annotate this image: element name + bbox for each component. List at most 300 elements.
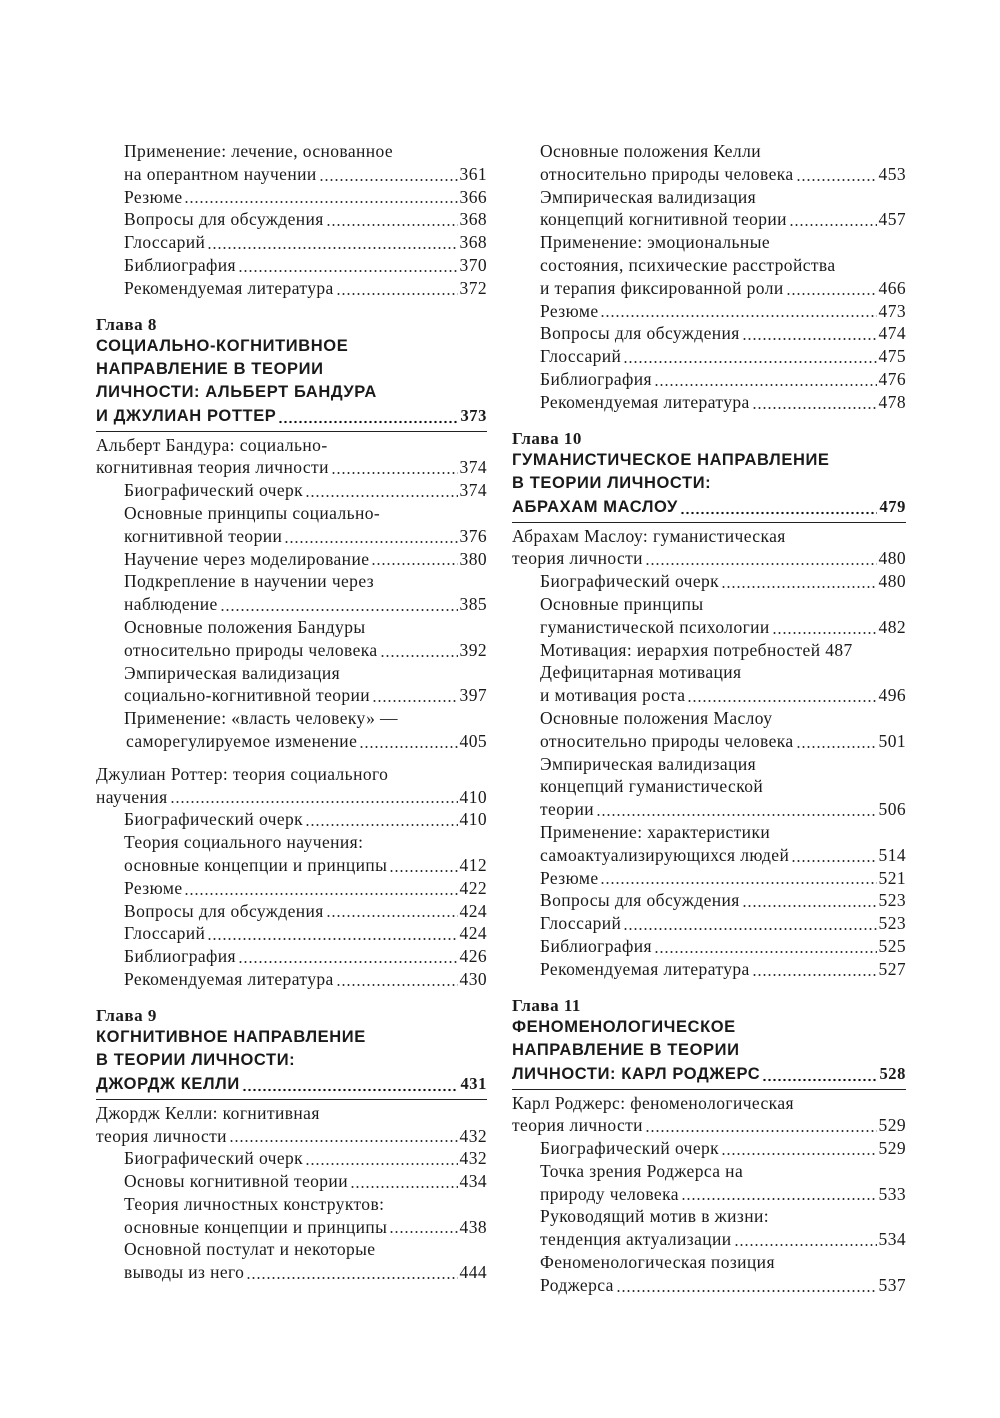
- dot-leader: [380, 654, 458, 660]
- toc-page-number: 453: [878, 163, 906, 184]
- chapter-title-text: ФЕНОМЕНОЛОГИЧЕСКОЕ: [512, 1017, 736, 1036]
- toc-entry-title: Резюме: [124, 186, 183, 207]
- toc-entry-title: Альберт Бандура: социально-: [96, 434, 328, 455]
- toc-entry: [512, 661, 906, 684]
- toc-entry: [96, 186, 487, 209]
- dot-leader: [170, 800, 458, 806]
- chapter-block: [96, 314, 487, 432]
- dot-leader: [326, 914, 458, 920]
- dot-leader: [645, 562, 877, 568]
- chapter-title-text: СОЦИАЛЬНО-КОГНИТИВНОЕ: [96, 336, 349, 355]
- chapter-title: [96, 335, 487, 428]
- toc-page-number: 376: [459, 525, 487, 546]
- toc-entry: [96, 968, 487, 991]
- dot-leader: [246, 1276, 457, 1282]
- chapter-title-line: [96, 1072, 487, 1096]
- toc-entry: [512, 958, 906, 981]
- toc-page-number: 410: [459, 786, 487, 807]
- toc-entry-title: Основной постулат и некоторые: [124, 1239, 376, 1260]
- chapter-title-line: [96, 358, 487, 381]
- toc-entry-title: на оперантном научении: [124, 163, 317, 184]
- chapter-title-line: [512, 1062, 906, 1086]
- toc-page-number: 533: [878, 1183, 906, 1204]
- chapter-title-text: НАПРАВЛЕНИЕ В ТЕОРИИ: [512, 1040, 740, 1059]
- toc-page-number: 370: [459, 254, 487, 275]
- toc-entry: [512, 1251, 906, 1274]
- chapter-rule: [512, 522, 906, 523]
- toc-page-number: 397: [459, 685, 487, 706]
- toc-page-number: 537: [878, 1274, 906, 1295]
- toc-entry-title: Руководящий мотив в жизни:: [540, 1206, 770, 1227]
- toc-page-number: 496: [878, 685, 906, 706]
- toc-entry: [512, 1160, 906, 1183]
- toc-entry-title: Основы когнитивной теории: [124, 1171, 348, 1192]
- chapter-title-text: КОГНИТИВНОЕ НАПРАВЛЕНИЕ: [96, 1027, 366, 1046]
- chapter-title-line: [96, 1026, 487, 1049]
- toc-entry-title: Применение: характеристики: [540, 821, 771, 842]
- toc-entry-title: Феноменологическая позиция: [540, 1252, 775, 1273]
- toc-entry-title: Эмпирическая валидизация: [124, 662, 341, 683]
- toc-entry: [512, 525, 906, 548]
- toc-page-number: 392: [459, 639, 487, 660]
- toc-entry: [96, 479, 487, 502]
- toc-page-number: 361: [459, 163, 487, 184]
- toc-entry-title: состояния, психические расстройства: [540, 254, 836, 275]
- dot-leader: [371, 562, 457, 568]
- dot-leader: [645, 1129, 877, 1135]
- chapter-title-line: [96, 335, 487, 358]
- toc-page-number: 368: [459, 232, 487, 253]
- toc-page-number: 525: [878, 935, 906, 956]
- toc-entry-title: Биографический очерк: [540, 571, 720, 592]
- toc-entry-title: относительно природы человека: [540, 730, 794, 751]
- dot-leader: [207, 937, 457, 943]
- toc-page-number: 501: [878, 730, 906, 751]
- toc-entry-title: Теория социального научения:: [124, 832, 364, 853]
- toc-entry-title: саморегулируемое изменение: [126, 730, 358, 751]
- toc-entry: [96, 140, 487, 163]
- toc-entry: [96, 1216, 487, 1239]
- dot-leader: [772, 631, 877, 637]
- chapter-title: [96, 1026, 487, 1096]
- toc-entry: [96, 786, 487, 809]
- toc-entry-title: Подкрепление в научении через: [124, 571, 375, 592]
- dot-leader: [681, 1197, 877, 1203]
- toc-page-number: 432: [459, 1148, 487, 1169]
- dot-leader: [305, 494, 457, 500]
- dot-leader: [220, 608, 458, 614]
- toc-entry-title: Резюме: [540, 300, 599, 321]
- chapter-page-number: 528: [879, 1063, 906, 1083]
- toc-entry: [512, 277, 906, 300]
- toc-page-number: 478: [878, 391, 906, 412]
- toc-entry-title: Применение: эмоциональные: [540, 232, 771, 253]
- toc-page-number: 385: [459, 594, 487, 615]
- toc-entry-title: Вопросы для обсуждения: [540, 323, 740, 344]
- toc-entry-title: Биографический очерк: [124, 1148, 304, 1169]
- toc-entry-title: Библиография: [540, 368, 652, 389]
- toc-entry: [96, 854, 487, 877]
- toc-entry: [96, 231, 487, 254]
- toc-entry: [96, 662, 487, 685]
- toc-page-number: 410: [459, 809, 487, 830]
- chapter-title: [512, 449, 906, 519]
- dot-leader: [359, 745, 457, 751]
- toc-entry-title: основные концепции и принципы: [124, 854, 388, 875]
- toc-entry-title: Основные положения Маслоу: [540, 707, 773, 728]
- toc-entry-title: Рекомендуемая литература: [540, 958, 750, 979]
- chapter-title-line: [96, 404, 487, 428]
- toc-entry: [96, 1102, 487, 1125]
- dot-leader: [752, 973, 877, 979]
- toc-entry-title: теории: [540, 799, 595, 820]
- toc-page-number: 482: [878, 616, 906, 637]
- dot-leader: [721, 1152, 876, 1158]
- toc-entry-title: Биографический очерк: [124, 480, 304, 501]
- toc-entry-title: Применение: «власть человеку» —: [124, 708, 398, 729]
- dot-leader: [623, 360, 876, 366]
- toc-entry: [512, 1205, 906, 1228]
- toc-entry-title: Научение через моделирование: [124, 548, 370, 569]
- toc-entry-title: основные концепции и принципы: [124, 1216, 388, 1237]
- chapter-title-text: ЛИЧНОСТИ: КАРЛ РОДЖЕРС: [512, 1064, 761, 1083]
- chapter-title-text: НАПРАВЛЕНИЕ В ТЕОРИИ: [96, 359, 324, 378]
- toc-entry: [512, 547, 906, 570]
- toc-entry-title: Глоссарий: [540, 346, 622, 367]
- toc-entry-title: Точка зрения Роджерса на: [540, 1160, 744, 1181]
- toc-entry: [512, 844, 906, 867]
- toc-entry: [96, 1170, 487, 1193]
- toc-entry: [96, 434, 487, 457]
- chapter-title-line: [96, 381, 487, 404]
- dot-leader: [752, 406, 877, 412]
- toc-entry-title: природу человека: [540, 1183, 679, 1204]
- toc-entry-title: Основные принципы: [540, 593, 704, 614]
- chapter-title-text: В ТЕОРИИ ЛИЧНОСТИ:: [96, 1050, 296, 1069]
- toc-entry-title: Мотивация: иерархия потребностей 487: [540, 639, 853, 660]
- dot-leader: [389, 869, 457, 875]
- chapter-page-number: 431: [460, 1073, 487, 1093]
- chapter-block: [512, 428, 906, 523]
- dot-leader: [789, 223, 877, 229]
- toc-entry-title: Джулиан Роттер: теория социального: [96, 763, 389, 784]
- chapter-page-number: 373: [460, 405, 487, 425]
- toc-entry: [96, 922, 487, 945]
- toc-entry-title: Биографический очерк: [124, 809, 304, 830]
- toc-entry: [96, 639, 487, 662]
- dot-leader: [336, 983, 458, 989]
- dot-leader: [680, 511, 878, 517]
- toc-left-column: [96, 140, 487, 1284]
- toc-entry: [512, 730, 906, 753]
- toc-entry-title: Теория личностных конструктов:: [124, 1193, 385, 1214]
- dot-leader: [742, 904, 877, 910]
- toc-page-number: 529: [878, 1138, 906, 1159]
- chapter-title-text: АБРАХАМ МАСЛОУ: [512, 497, 678, 516]
- toc-entry: [512, 1228, 906, 1251]
- dot-leader: [372, 699, 457, 705]
- toc-page-number: 380: [459, 548, 487, 569]
- dot-leader: [336, 292, 458, 298]
- toc-page-number: 506: [878, 799, 906, 820]
- toc-entry-title: Рекомендуемая литература: [124, 277, 334, 298]
- chapter-title-text: ГУМАНИСТИЧЕСКОЕ НАПРАВЛЕНИЕ: [512, 450, 830, 469]
- toc-entry: [512, 1274, 906, 1297]
- toc-entry: [512, 912, 906, 935]
- toc-page-number: 424: [459, 923, 487, 944]
- toc-entry: [96, 616, 487, 639]
- dot-leader: [623, 927, 876, 933]
- chapter-title-line: [512, 1016, 906, 1039]
- chapter-title-text: В ТЕОРИИ ЛИЧНОСТИ:: [512, 473, 712, 492]
- toc-entry-title: концепций когнитивной теории: [540, 209, 787, 230]
- toc-entry-title: гуманистической психологии: [540, 616, 770, 637]
- dot-leader: [687, 699, 876, 705]
- toc-entry: [96, 163, 487, 186]
- toc-entry: [96, 831, 487, 854]
- dot-leader: [654, 383, 877, 389]
- chapter-title-line: [512, 472, 906, 495]
- toc-entry-title: Основные принципы социально-: [124, 502, 381, 523]
- chapter-title-text: ДЖОРДЖ КЕЛЛИ: [96, 1074, 240, 1093]
- toc-entry-title: тенденция актуализации: [540, 1229, 732, 1250]
- toc-page-number: 474: [878, 323, 906, 344]
- toc-entry: [96, 1125, 487, 1148]
- chapter-title-text: ЛИЧНОСТИ: АЛЬБЕРТ БАНДУРА: [96, 382, 377, 401]
- toc-page-number: 480: [878, 548, 906, 569]
- toc-page-number: 438: [459, 1216, 487, 1237]
- dot-leader: [389, 1230, 457, 1236]
- toc-entry-title: Абрахам Маслоу: гуманистическая: [512, 525, 786, 546]
- toc-entry-title: Применение: лечение, основанное: [124, 141, 394, 161]
- toc-entry: [96, 763, 487, 786]
- dot-leader: [278, 420, 458, 426]
- toc-entry: [512, 140, 906, 163]
- toc-entry-title: Эмпирическая валидизация: [540, 186, 757, 207]
- chapter-label: Глава 10: [512, 428, 582, 448]
- toc-entry: [512, 821, 906, 844]
- toc-entry: [96, 945, 487, 968]
- toc-entry: [512, 368, 906, 391]
- toc-entry: [512, 322, 906, 345]
- toc-page-number: 529: [878, 1115, 906, 1136]
- toc-entry: [512, 254, 906, 277]
- toc-entry-title: Резюме: [124, 877, 183, 898]
- dot-leader: [284, 540, 457, 546]
- dot-leader: [207, 246, 457, 252]
- toc-entry-title: и мотивация роста: [540, 685, 686, 706]
- dot-leader: [600, 881, 876, 887]
- toc-entry: [512, 163, 906, 186]
- toc-entry-title: Дефицитарная мотивация: [540, 662, 742, 683]
- toc-page-number: 405: [459, 730, 487, 751]
- toc-entry: [96, 525, 487, 548]
- toc-page-number: 523: [878, 890, 906, 911]
- toc-page-number: 374: [459, 457, 487, 478]
- chapter-rule: [96, 431, 487, 432]
- toc-entry-title: Основные положения Бандуры: [124, 616, 366, 637]
- chapter-page-number: 479: [879, 496, 906, 516]
- toc-entry-title: научения: [96, 786, 168, 807]
- toc-entry-title: Рекомендуемая литература: [124, 968, 334, 989]
- toc-entry: [512, 300, 906, 323]
- chapter-title-text: И ДЖУЛИАН РОТТЕР: [96, 406, 277, 425]
- toc-entry-title: теория личности: [512, 1115, 643, 1136]
- toc-page-number: 473: [878, 300, 906, 321]
- toc-page-number: 368: [459, 209, 487, 230]
- toc-entry: [96, 730, 487, 753]
- toc-entry-title: теория личности: [96, 1125, 227, 1146]
- dot-leader: [616, 1289, 877, 1295]
- toc-entry: [96, 808, 487, 831]
- toc-entry-title: Вопросы для обсуждения: [124, 900, 324, 921]
- section-gap: [96, 753, 487, 763]
- toc-entry: [512, 345, 906, 368]
- toc-entry-title: Глоссарий: [124, 232, 206, 253]
- toc-entry: [96, 900, 487, 923]
- dot-leader: [796, 745, 877, 751]
- dot-leader: [654, 950, 877, 956]
- chapter-title-line: [512, 1039, 906, 1062]
- toc-entry: [512, 775, 906, 798]
- dot-leader: [326, 223, 458, 229]
- dot-leader: [742, 337, 877, 343]
- toc-entry: [96, 684, 487, 707]
- toc-right-column: [512, 140, 906, 1297]
- dot-leader: [331, 471, 458, 477]
- toc-entry-title: Основные положения Келли: [540, 141, 761, 161]
- toc-page-number: 534: [878, 1229, 906, 1250]
- toc-entry: [96, 1193, 487, 1216]
- toc-entry-title: Глоссарий: [124, 923, 206, 944]
- toc-entry: [96, 570, 487, 593]
- chapter-title-line: [96, 1049, 487, 1072]
- toc-entry-title: самоактуализирующихся людей: [540, 844, 790, 865]
- toc-entry: [96, 1238, 487, 1261]
- toc-entry-title: Роджерса: [540, 1274, 614, 1295]
- toc-page-number: 466: [878, 277, 906, 298]
- toc-page-number: 514: [878, 844, 906, 865]
- toc-entry: [96, 456, 487, 479]
- toc-entry: [512, 1092, 906, 1115]
- dot-leader: [791, 859, 876, 865]
- toc-entry-title: Эмпирическая валидизация: [540, 753, 757, 774]
- chapter-rule: [512, 1089, 906, 1090]
- toc-page-number: 366: [459, 186, 487, 207]
- toc-page-number: 521: [878, 867, 906, 888]
- toc-entry: [512, 186, 906, 209]
- toc-entry: [512, 1183, 906, 1206]
- dot-leader: [786, 292, 877, 298]
- toc-page-number: 412: [459, 854, 487, 875]
- toc-entry: [96, 208, 487, 231]
- chapter-block: [512, 995, 906, 1090]
- toc-page-number: 422: [459, 877, 487, 898]
- toc-entry-title: концепций гуманистической: [540, 776, 764, 797]
- toc-entry: [512, 935, 906, 958]
- toc-entry-title: Библиография: [540, 935, 652, 956]
- toc-entry-title: когнитивной теории: [124, 525, 283, 546]
- dot-leader: [734, 1243, 877, 1249]
- toc-entry: [96, 548, 487, 571]
- toc-page-number: 457: [878, 209, 906, 230]
- toc-entry-title: Библиография: [124, 254, 236, 275]
- toc-page-number: 434: [459, 1171, 487, 1192]
- toc-entry: [512, 707, 906, 730]
- dot-leader: [184, 892, 457, 898]
- dot-leader: [242, 1088, 459, 1094]
- toc-entry-title: относительно природы человека: [540, 163, 794, 184]
- toc-entry: [512, 231, 906, 254]
- toc-entry: [96, 254, 487, 277]
- chapter-block: [96, 1005, 487, 1100]
- toc-entry: [512, 208, 906, 231]
- toc-page-number: 374: [459, 480, 487, 501]
- dot-leader: [238, 960, 458, 966]
- toc-entry: [96, 707, 487, 730]
- toc-page-number: 523: [878, 913, 906, 934]
- toc-entry: [96, 1261, 487, 1284]
- chapter-title-line: [512, 449, 906, 472]
- toc-page-number: 426: [459, 946, 487, 967]
- toc-entry: [512, 1114, 906, 1137]
- toc-entry-title: Вопросы для обсуждения: [124, 209, 324, 230]
- toc-entry: [512, 798, 906, 821]
- dot-leader: [721, 585, 876, 591]
- toc-entry-title: выводы из него: [124, 1262, 245, 1283]
- chapter-label: Глава 9: [96, 1005, 157, 1025]
- toc-entry: [512, 867, 906, 890]
- toc-page-number: 476: [878, 368, 906, 389]
- toc-entry-title: относительно природы человека: [124, 639, 378, 660]
- dot-leader: [796, 178, 877, 184]
- toc-entry: [512, 391, 906, 414]
- toc-page-number: 424: [459, 900, 487, 921]
- toc-entry-title: наблюдение: [124, 594, 218, 615]
- dot-leader: [319, 178, 458, 184]
- toc-entry-title: когнитивная теория личности: [96, 457, 329, 478]
- toc-entry-title: Библиография: [124, 946, 236, 967]
- dot-leader: [238, 269, 458, 275]
- toc-entry: [96, 502, 487, 525]
- chapter-label: Глава 11: [512, 995, 581, 1015]
- toc-entry: [512, 1137, 906, 1160]
- chapter-label: Глава 8: [96, 314, 157, 334]
- toc-entry-title: теория личности: [512, 548, 643, 569]
- toc-page-number: 475: [878, 346, 906, 367]
- dot-leader: [229, 1139, 458, 1145]
- toc-entry-title: Резюме: [540, 867, 599, 888]
- toc-entry-title: и терапия фиксированной роли: [540, 277, 784, 298]
- toc-page-number: 430: [459, 968, 487, 989]
- toc-entry: [512, 684, 906, 707]
- chapter-title-line: [512, 495, 906, 519]
- toc-page-number: 372: [459, 277, 487, 298]
- toc-entry: [96, 1147, 487, 1170]
- toc-entry-title: Биографический очерк: [540, 1138, 720, 1159]
- dot-leader: [350, 1185, 458, 1191]
- dot-leader: [305, 1162, 457, 1168]
- toc-entry: [512, 639, 906, 662]
- toc-entry-title: Глоссарий: [540, 913, 622, 934]
- dot-leader: [600, 314, 876, 320]
- toc-entry: [512, 570, 906, 593]
- toc-entry: [512, 616, 906, 639]
- toc-entry: [512, 593, 906, 616]
- toc-entry-title: Рекомендуемая литература: [540, 391, 750, 412]
- toc-entry: [512, 889, 906, 912]
- toc-entry: [96, 593, 487, 616]
